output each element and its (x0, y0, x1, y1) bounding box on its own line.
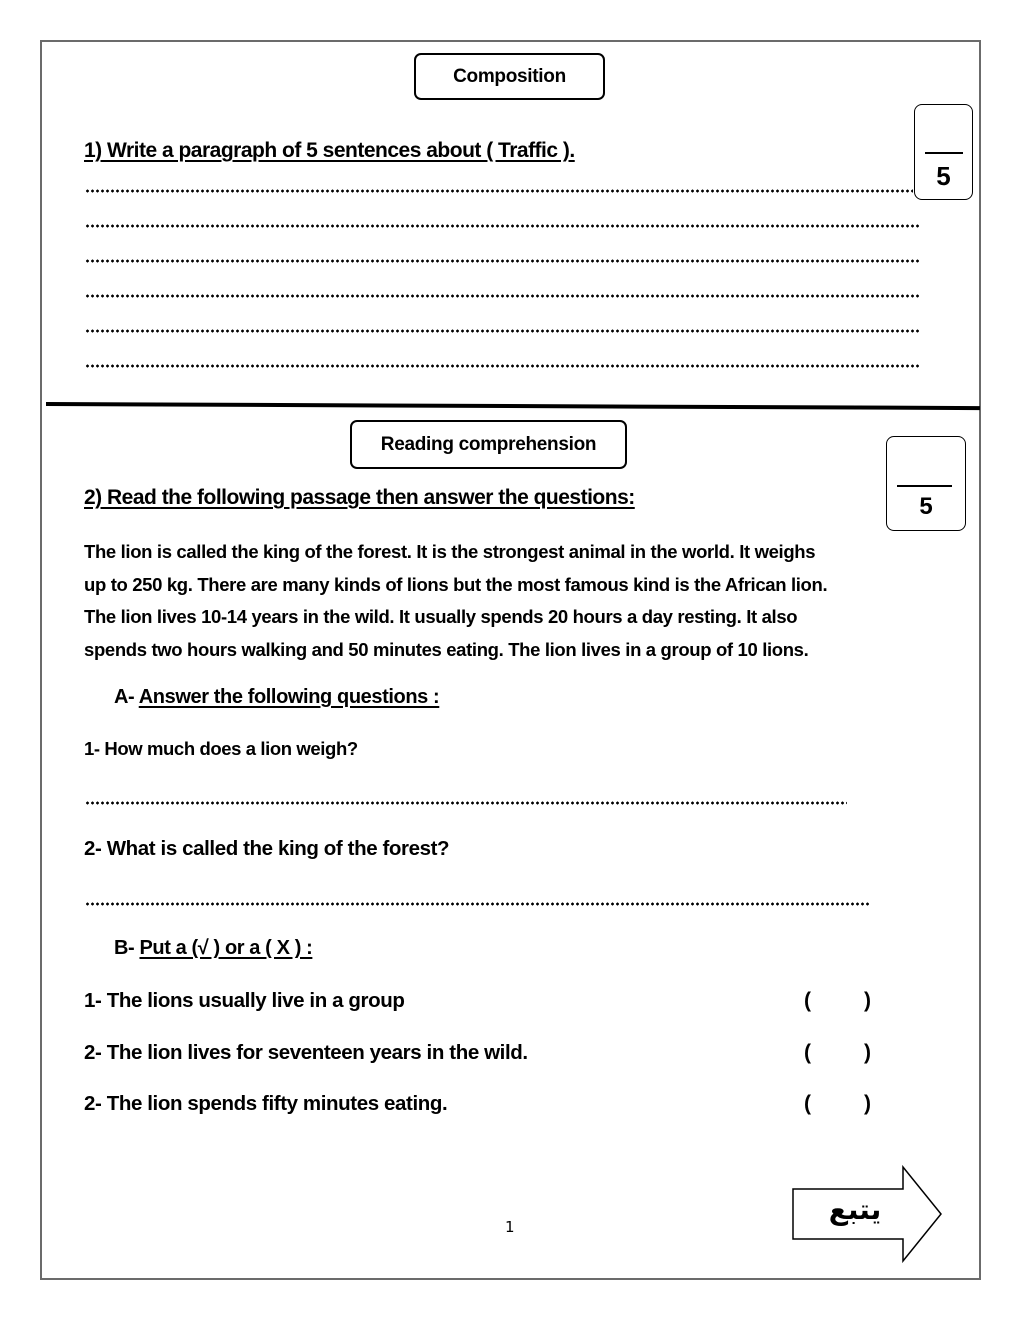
composition-answer-line-3[interactable] (85, 259, 919, 263)
composition-answer-line-6[interactable] (85, 364, 919, 368)
part-a-question-2: 2- What is called the king of the forest? (84, 837, 450, 860)
reading-title-text: Reading comprehension (380, 433, 597, 455)
page-number: 1 (505, 1218, 515, 1236)
score-blank-line[interactable] (925, 152, 963, 154)
part-a-prefix: A- (114, 686, 135, 708)
passage-line: spends two hours walking and 50 minutes eating. The lion lives in a group of 10 lions. (84, 638, 809, 660)
score-max: 5 (936, 161, 951, 191)
part-a-heading-text: Answer the following questions : (138, 686, 440, 708)
composition-answer-line-2[interactable] (85, 224, 919, 228)
part-b-statement-1: 1- The lions usually live in a group (84, 989, 405, 1012)
part-a-heading (114, 686, 439, 709)
composition-answer-line-1[interactable] (85, 189, 913, 193)
passage-line: The lion lives 10-14 years in the wild. It usually spends 20 hours a day resting. It also (84, 606, 798, 627)
composition-answer-line-5[interactable] (85, 329, 919, 333)
passage-line: up to 250 kg. There are many kinds of lions but the most famous kind is the African lion. (84, 573, 828, 595)
part-b-heading-text: Put a (√ ) or a ( X ) : (139, 937, 313, 959)
reading-score-box (886, 436, 966, 531)
score-blank-line[interactable] (897, 485, 952, 487)
part-a-answer-line-2[interactable] (85, 902, 870, 906)
reading-question: 2) Read the following passage then answer the questions: (84, 486, 635, 509)
reading-passage (84, 536, 954, 666)
score-max: 5 (919, 493, 933, 520)
composition-title-text: Composition (453, 65, 566, 87)
passage-line: The lion is called the king of the forest. It is the strongest animal in the world. It weighs (84, 541, 816, 562)
composition-section-title (414, 53, 605, 100)
part-b-prefix: B- (114, 937, 135, 959)
part-b-statement-3: 2- The lion spends fifty minutes eating. (84, 1092, 448, 1115)
composition-answer-line-4[interactable] (85, 294, 919, 298)
composition-score-box (914, 104, 973, 200)
composition-question: 1) Write a paragraph of 5 sentences about ( Traffic ). (84, 139, 575, 162)
next-page-arrow[interactable] (790, 1165, 944, 1263)
next-label: يتبع (828, 1193, 882, 1226)
part-a-answer-line-1[interactable] (85, 801, 847, 805)
part-a-question-1: 1- How much does a lion weigh? (84, 738, 358, 759)
reading-section-title (350, 420, 627, 469)
part-b-heading (114, 937, 312, 960)
part-b-statement-2: 2- The lion lives for seventeen years in the wild. (84, 1041, 528, 1064)
